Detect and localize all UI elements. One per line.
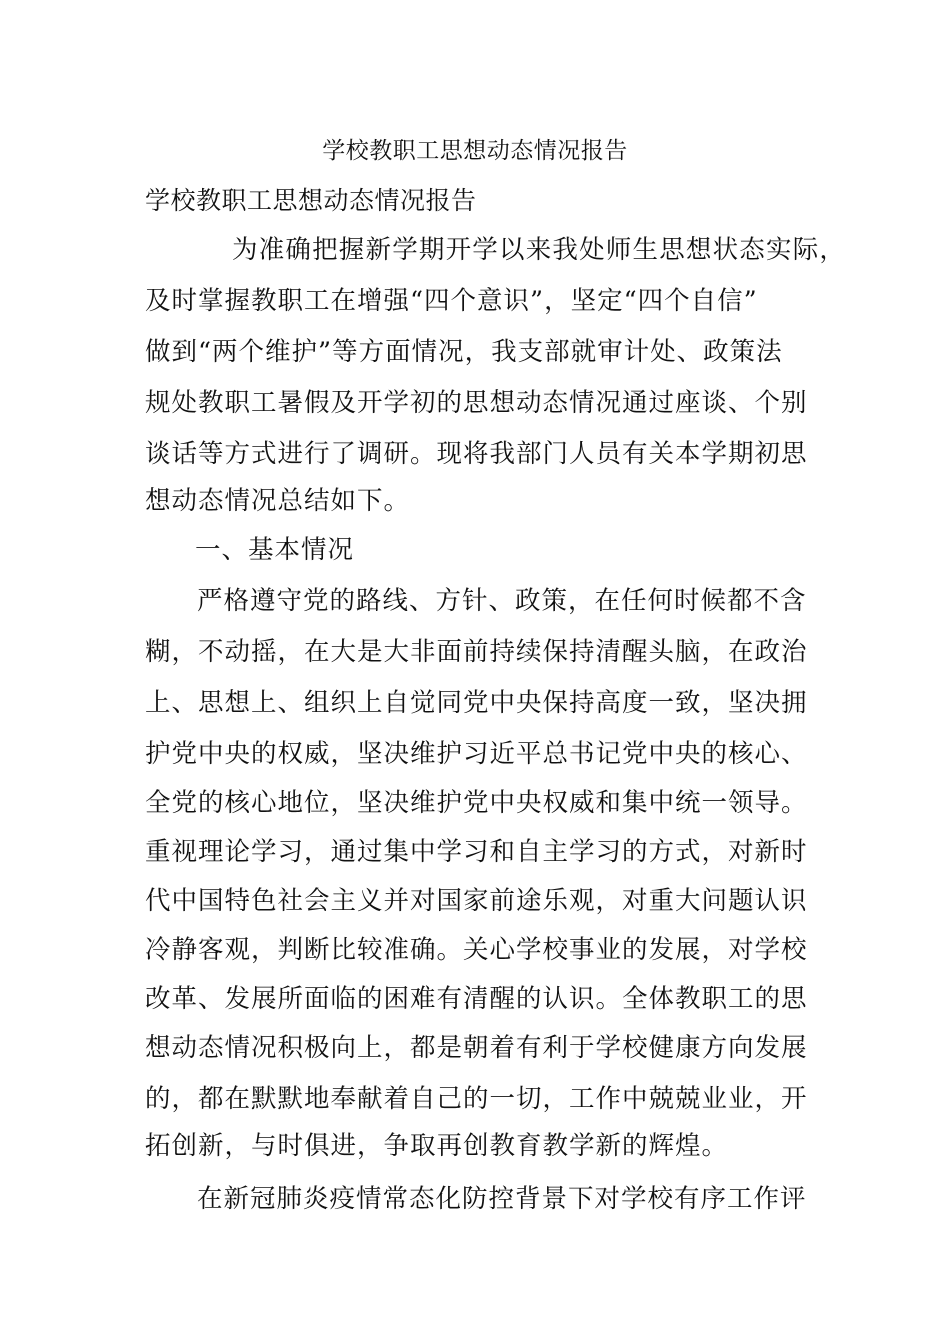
paragraph-basic-line-4: 护党中央的权威，坚决维护习近平总书记党中央的核心、: [145, 739, 808, 769]
paragraph-intro-line-6: 想动态情况总结如下。: [145, 486, 411, 516]
paragraph-basic-line-7: 代中国特色社会主义并对国家前途乐观，对重大问题认识: [145, 886, 808, 916]
paragraph-basic-line-11: 的，都在默默地奉献着自己的一切，工作中兢兢业业，开: [145, 1084, 808, 1114]
paragraph-basic-line-12: 拓创新，与时俱进，争取再创教育教学新的辉煌。: [145, 1131, 729, 1161]
paragraph-intro-line-3: 做到“两个维护”等方面情况，我支部就审计处、政策法: [145, 337, 783, 367]
document-title: 学校教职工思想动态情况报告: [322, 138, 628, 164]
paragraph-basic-line-3: 上、思想上、组织上自觉同党中央保持高度一致，坚决拥: [145, 688, 808, 718]
paragraph-basic-line-6: 重视理论学习，通过集中学习和自主学习的方式，对新时: [145, 837, 808, 867]
paragraph-basic-line-8: 冷静客观，判断比较准确。关心学校事业的发展，对学校: [145, 935, 808, 965]
paragraph-basic-line-10: 想动态情况积极向上，都是朝着有利于学校健康方向发展: [145, 1033, 808, 1063]
paragraph-intro-line-2: 及时掌握教职工在增强“四个意识”，坚定“四个自信”: [145, 286, 758, 316]
paragraph-epidemic-line-1: 在新冠肺炎疫情常态化防控背景下对学校有序工作评: [197, 1184, 807, 1214]
paragraph-basic-line-9: 改革、发展所面临的困难有清醒的认识。全体教职工的思: [145, 984, 808, 1014]
paragraph-intro-line-1: 为准确把握新学期开学以来我处师生思想状态实际，: [232, 235, 847, 265]
document-subtitle: 学校教职工思想动态情况报告: [145, 186, 477, 215]
paragraph-intro-line-5: 谈话等方式进行了调研。现将我部门人员有关本学期初思: [145, 439, 808, 469]
section-heading: 一、基本情况: [195, 535, 355, 565]
paragraph-basic-line-1: 严格遵守党的路线、方针、政策，在任何时候都不含: [197, 586, 807, 616]
paragraph-basic-line-5: 全党的核心地位，坚决维护党中央权威和集中统一领导。: [145, 788, 808, 818]
paragraph-basic-line-2: 糊，不动摇，在大是大非面前持续保持清醒头脑，在政治: [145, 637, 808, 667]
paragraph-intro-line-4: 规处教职工暑假及开学初的思想动态情况通过座谈、个别: [145, 388, 808, 418]
